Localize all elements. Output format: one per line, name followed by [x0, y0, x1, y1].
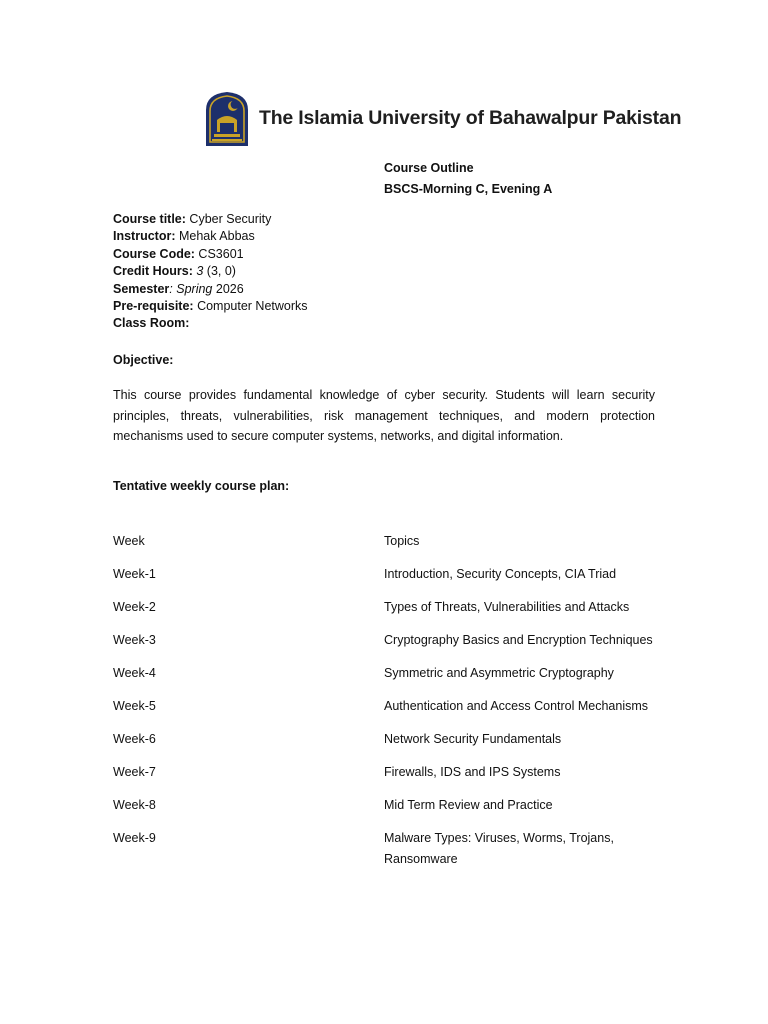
credit-hours-split: (3, 0) [203, 264, 236, 279]
topics-column-header: Topics [384, 534, 420, 548]
course-meta [113, 211, 308, 333]
course-code-row [113, 246, 308, 263]
credit-hours-value: 3 [192, 264, 204, 279]
week-cell: Week-6 [113, 732, 156, 746]
classroom-label: Class Room: [113, 316, 190, 331]
plan-row [113, 597, 673, 618]
university-logo-icon [203, 90, 251, 146]
outline-title: Course Outline [384, 161, 474, 175]
instructor-label: Instructor: [113, 229, 176, 244]
week-cell: Week-4 [113, 666, 156, 680]
plan-row [113, 696, 673, 717]
week-cell: Week-8 [113, 798, 156, 812]
semester-term: : Spring [169, 281, 213, 296]
course-title-row [113, 211, 308, 228]
course-plan-table [113, 531, 673, 882]
instructor-row [113, 228, 308, 245]
topic-cell: Authentication and Access Control Mechanisms [384, 699, 649, 713]
week-cell: Week-9 [113, 831, 156, 845]
week-cell: Week-1 [113, 567, 156, 581]
course-plan-heading: Tentative weekly course plan: [113, 479, 290, 493]
week-cell: Week-2 [113, 600, 156, 614]
topic-cell: Mid Term Review and Practice [384, 798, 553, 812]
prerequisite-label: Pre-requisite: [113, 299, 194, 314]
week-column-header: Week [113, 534, 145, 548]
topic-cell: Symmetric and Asymmetric Cryptography [384, 666, 614, 680]
topic-cell: Firewalls, IDS and IPS Systems [384, 765, 561, 779]
semester-year: 2026 [212, 281, 244, 296]
week-cell: Week-3 [113, 633, 156, 647]
course-code-label: Course Code: [113, 246, 195, 261]
credit-hours-label: Credit Hours: [113, 264, 193, 279]
plan-row [113, 663, 673, 684]
plan-row [113, 795, 673, 816]
plan-header-row [113, 531, 673, 552]
semester-row [113, 281, 308, 298]
credit-hours-row [113, 263, 308, 280]
topic-cell: Network Security Fundamentals [384, 732, 562, 746]
semester-label: Semester [113, 281, 170, 296]
plan-row [113, 828, 673, 869]
plan-row [113, 564, 673, 585]
course-title-label: Course title: [113, 212, 186, 226]
week-cell: Week-7 [113, 765, 156, 779]
objective-paragraph: This course provides fundamental knowledge of cyber security. Students will learn security principles, threats, vulnerabilities, risk management techniques, and modern protection mechanisms used to secure computer systems, networks, and digital information. [113, 388, 655, 443]
objective-heading: Objective: [113, 353, 174, 367]
document-header [203, 90, 681, 146]
plan-row [113, 630, 673, 651]
topic-cell: Introduction, Security Concepts, CIA Triad [384, 567, 617, 581]
topic-cell: Types of Threats, Vulnerabilities and Attacks [384, 600, 630, 614]
university-name: The Islamia University of Bahawalpur Pakistan [259, 106, 682, 129]
week-cell: Week-5 [113, 699, 156, 713]
instructor-value: Mehak Abbas [175, 229, 255, 244]
plan-row [113, 762, 673, 783]
prerequisite-row [113, 298, 308, 315]
prerequisite-value: Computer Networks [193, 299, 308, 314]
topic-cell: Malware Types: Viruses, Worms, Trojans, Ransomware [384, 831, 614, 866]
course-outline-heading [384, 158, 552, 200]
course-code-value: CS3601 [194, 246, 244, 261]
course-title-value: Cyber Security [185, 212, 272, 226]
program-line: BSCS-Morning C, Evening A [384, 182, 553, 196]
plan-row [113, 729, 673, 750]
topic-cell: Cryptography Basics and Encryption Techniques [384, 633, 653, 647]
classroom-row [113, 315, 308, 332]
